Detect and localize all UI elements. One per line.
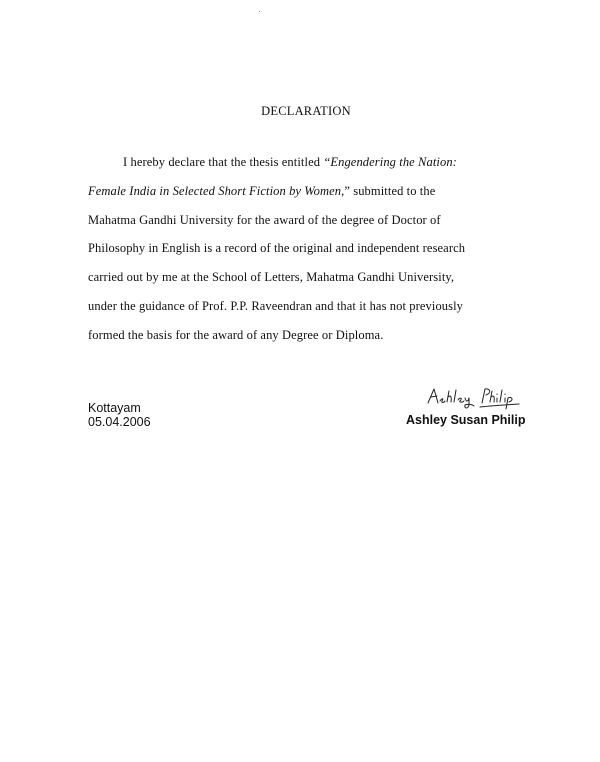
document-title: DECLARATION [261, 104, 351, 118]
place-date-block [88, 401, 151, 429]
thesis-title-part-2: Female India in Selected Short Fiction by Women, [88, 183, 345, 198]
body-line-2 [88, 177, 528, 206]
declaration-body [88, 148, 528, 350]
handwritten-signature [424, 383, 524, 411]
body-line-4: Philosophy in English is a record of the original and independent research [88, 241, 466, 256]
place: Kottayam [88, 401, 141, 415]
body-line-6: under the guidance of Prof. P.P. Raveendran and that it has not previously [88, 298, 464, 313]
body-line-1-text: I hereby declare that the thesis entitled [123, 155, 324, 169]
author-name: Ashley Susan Philip [406, 413, 526, 427]
thesis-title-part-1: “Engendering the Nation: [323, 155, 457, 169]
body-line-3: Mahatma Gandhi University for the award of the degree of Doctor of [88, 212, 441, 227]
body-line-7: formed the basis for the award of any Degree or Diploma. [88, 327, 384, 342]
scan-speck [259, 11, 260, 12]
body-line-5: carried out by me at the School of Letters, Mahatma Gandhi University, [88, 270, 455, 285]
body-line-1 [88, 148, 528, 177]
body-line-2-text: ” submitted to the [344, 183, 436, 198]
date: 05.04.2006 [88, 415, 151, 429]
